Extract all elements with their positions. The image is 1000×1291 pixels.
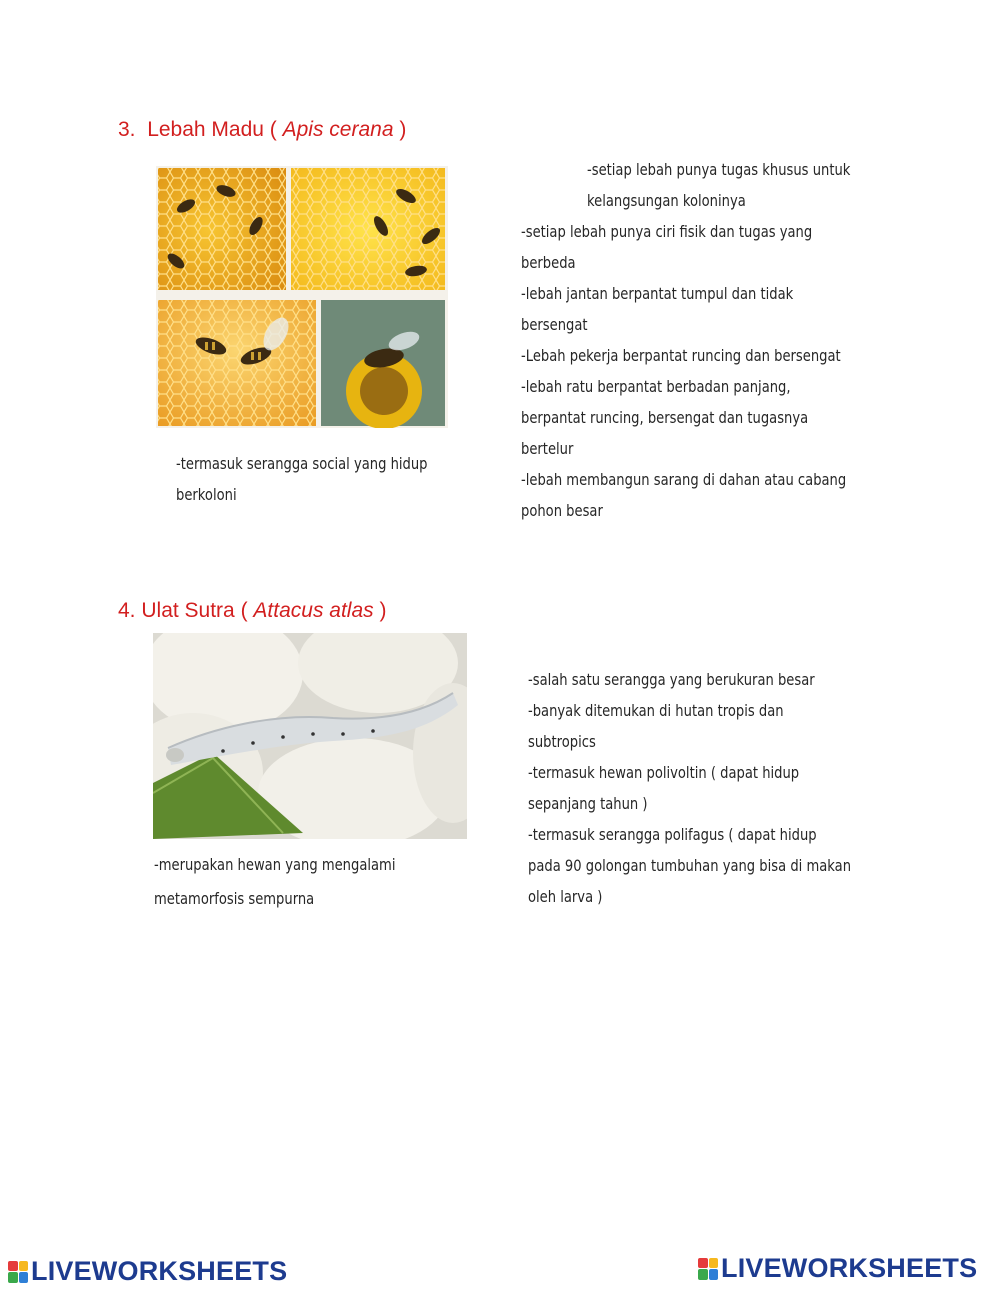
liveworksheets-logo-icon bbox=[8, 1261, 28, 1283]
note-line: subtropics bbox=[528, 732, 596, 751]
note-line: -salah satu serangga yang berukuran besar bbox=[528, 670, 815, 689]
section-number: 3. bbox=[118, 118, 136, 141]
note-line: kelangsungan koloninya bbox=[587, 191, 746, 210]
note-line: -lebah ratu berpantat berbadan panjang, bbox=[521, 377, 791, 396]
caption-line: -merupakan hewan yang mengalami bbox=[154, 855, 396, 874]
section-name-close: ) bbox=[379, 599, 387, 622]
silkworm-caption bbox=[154, 848, 395, 916]
liveworksheets-logo-right[interactable] bbox=[698, 1253, 977, 1284]
note-line: -banyak ditemukan di hutan tropis dan bbox=[528, 701, 784, 720]
honeybee-collage-image bbox=[156, 166, 448, 428]
note-line: -lebah membangun sarang di dahan atau cabang bbox=[521, 470, 847, 489]
section-name-close: ) bbox=[399, 118, 407, 141]
liveworksheets-logo-icon bbox=[698, 1258, 718, 1280]
note-line: bersengat bbox=[521, 315, 588, 334]
logo-text: LIVEWORKSHEETS bbox=[31, 1256, 288, 1286]
caption-line: metamorfosis sempurna bbox=[154, 889, 315, 908]
note-line: berbeda bbox=[521, 253, 576, 272]
note-line: -setiap lebah punya ciri fisik dan tugas yang bbox=[521, 222, 813, 241]
section-name: Ulat Sutra ( bbox=[141, 599, 248, 622]
honeybee-notes bbox=[521, 216, 846, 526]
honeybee-caption bbox=[176, 448, 428, 510]
note-line: -termasuk serangga polifagus ( dapat hidup bbox=[528, 825, 817, 844]
note-line: -lebah jantan berpantat tumpul dan tidak bbox=[521, 284, 794, 303]
section-3-heading bbox=[118, 118, 406, 142]
silkworm-image bbox=[153, 633, 467, 839]
note-line: bertelur bbox=[521, 439, 574, 458]
note-line: -setiap lebah punya tugas khusus untuk bbox=[587, 160, 851, 179]
note-line: -termasuk hewan polivoltin ( dapat hidup bbox=[528, 763, 800, 782]
note-line: sepanjang tahun ) bbox=[528, 794, 648, 813]
note-line: -Lebah pekerja berpantat runcing dan bersengat bbox=[521, 346, 841, 365]
note-line: pohon besar bbox=[521, 501, 603, 520]
section-name: Lebah Madu ( bbox=[147, 118, 277, 141]
section-number: 4. bbox=[118, 599, 136, 622]
latin-name: Apis cerana bbox=[282, 118, 394, 141]
latin-name: Attacus atlas bbox=[253, 599, 374, 622]
section-4-heading bbox=[118, 599, 386, 623]
note-line: berpantat runcing, bersengat dan tugasnya bbox=[521, 408, 809, 427]
caption-line: berkoloni bbox=[176, 485, 237, 504]
honeybee-notes-indented bbox=[587, 154, 850, 216]
caption-line: -termasuk serangga social yang hidup bbox=[176, 454, 428, 473]
liveworksheets-logo-left[interactable] bbox=[8, 1256, 287, 1287]
note-line: oleh larva ) bbox=[528, 887, 603, 906]
note-line: pada 90 golongan tumbuhan yang bisa di makan bbox=[528, 856, 852, 875]
logo-text: LIVEWORKSHEETS bbox=[721, 1253, 978, 1283]
silkworm-notes bbox=[528, 664, 851, 912]
